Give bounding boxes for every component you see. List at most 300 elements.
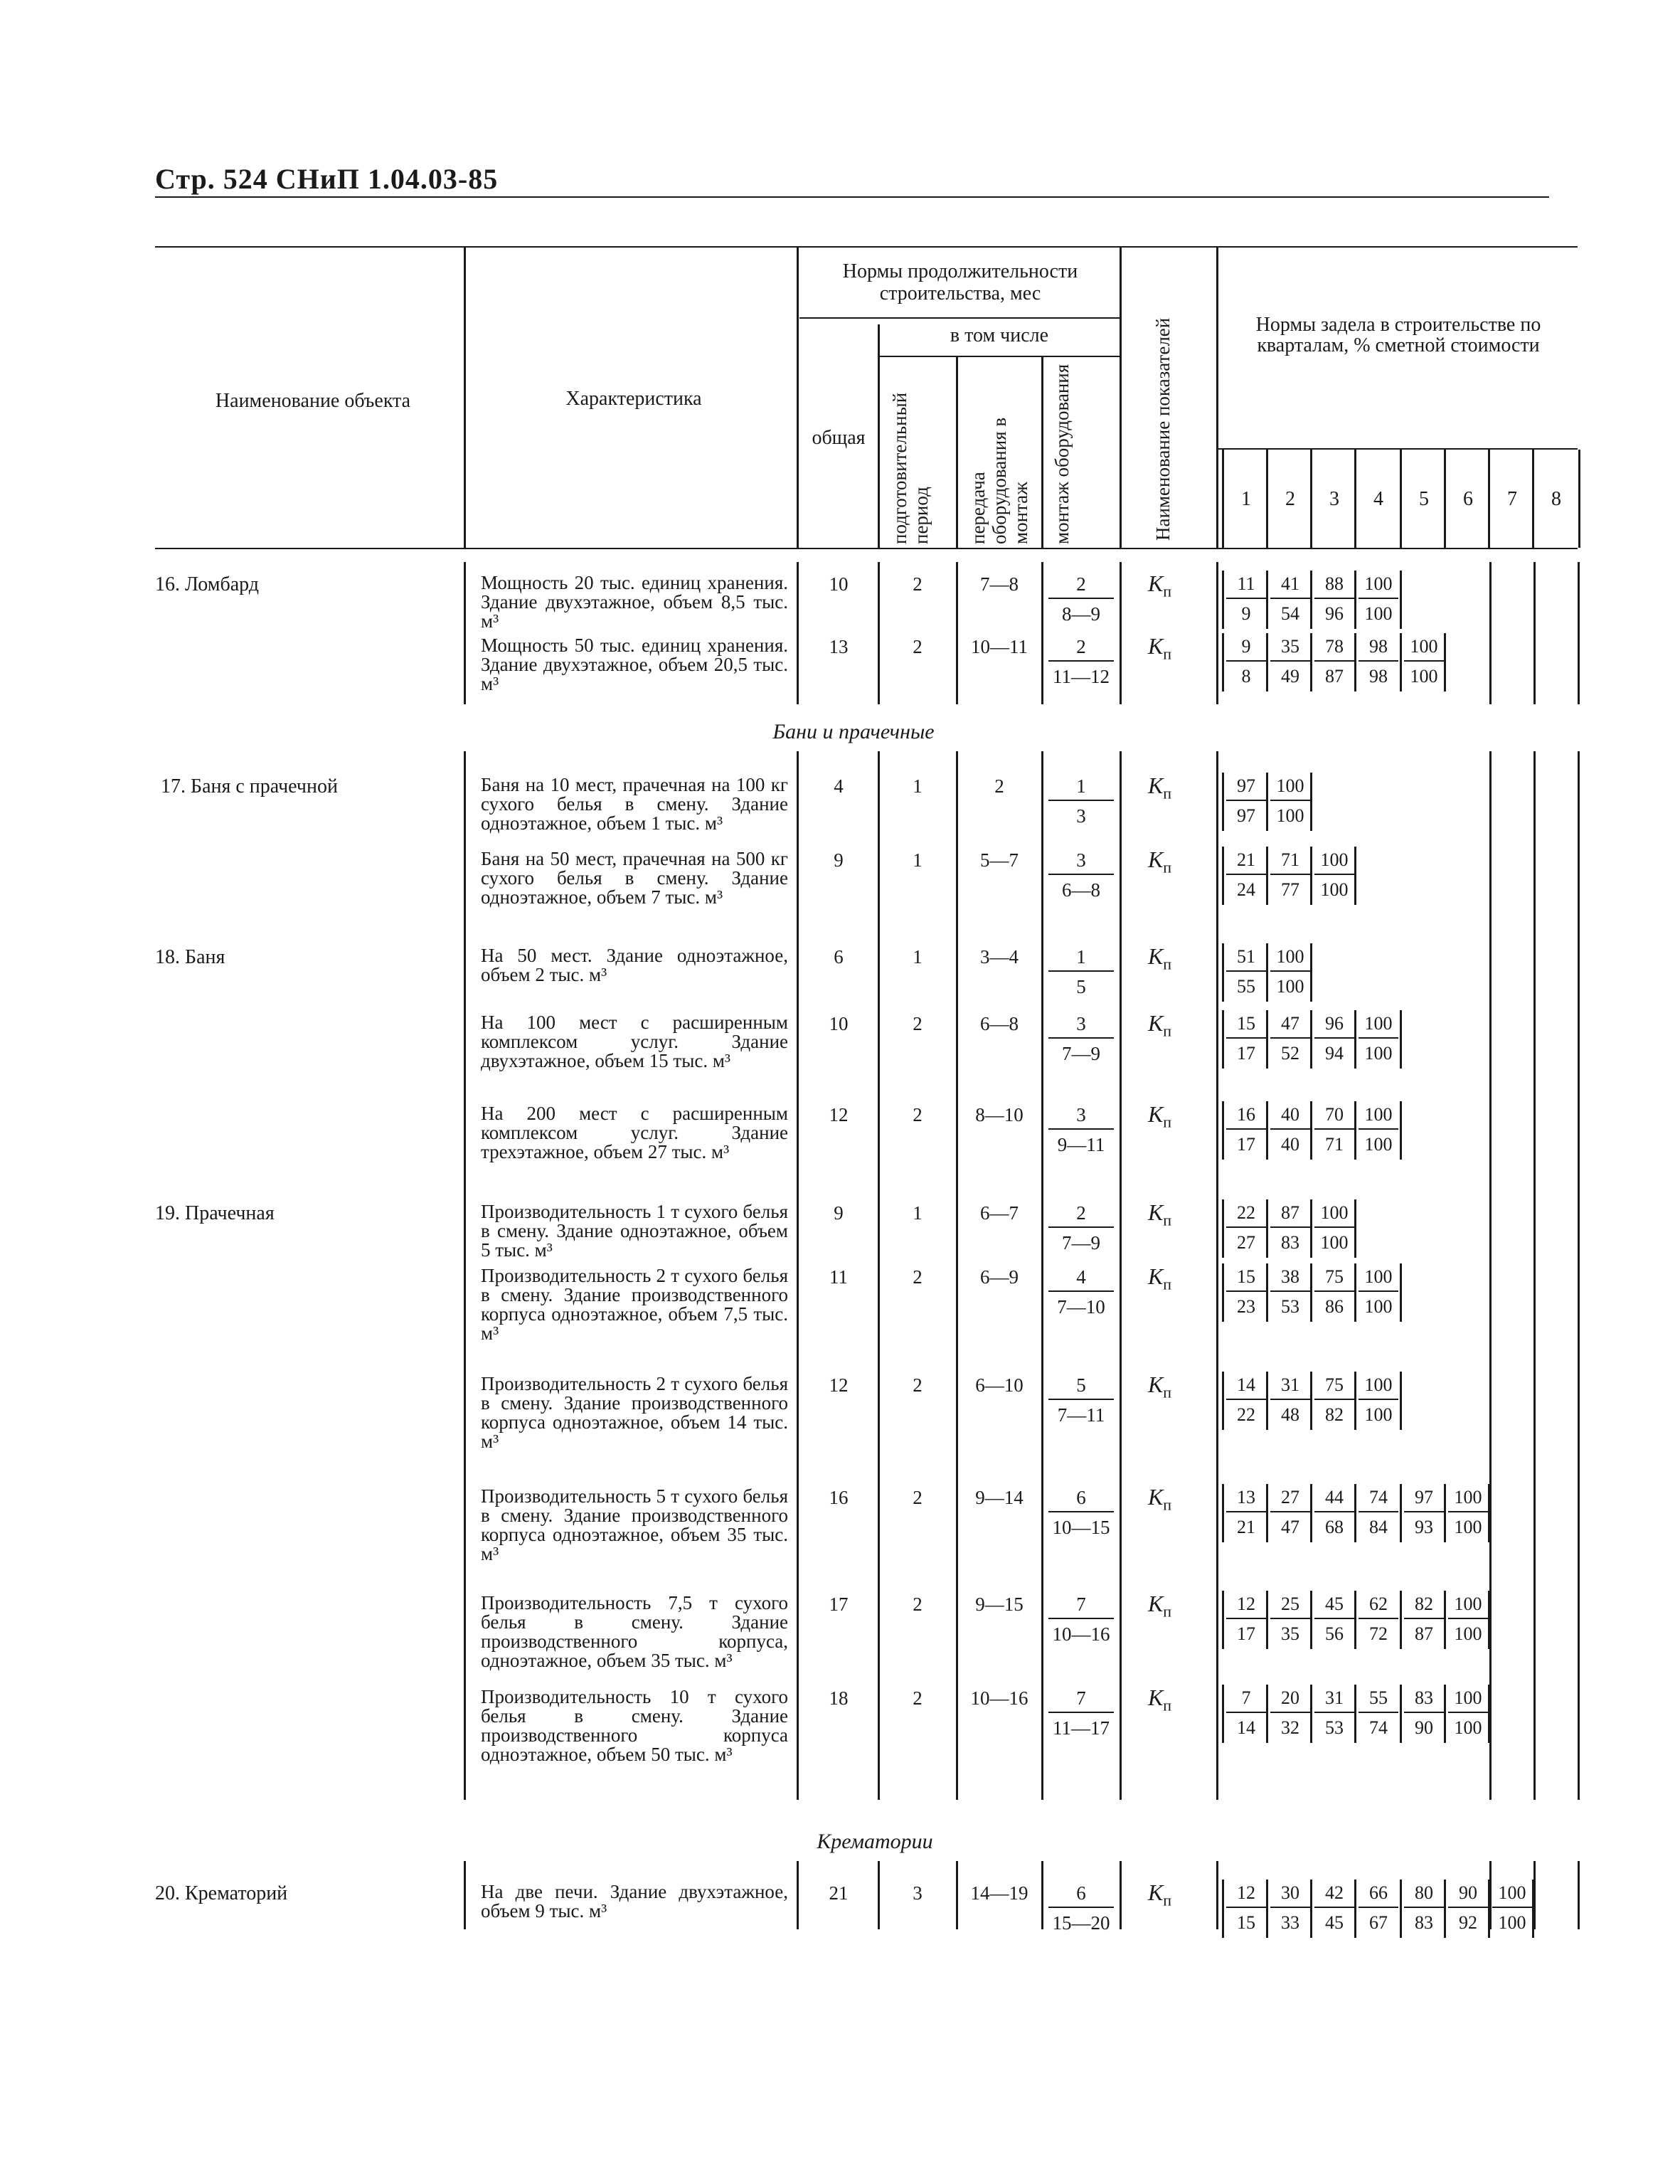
quarter-fraction-bar — [1314, 1511, 1354, 1512]
col-header-including: в том числе — [950, 324, 1049, 346]
quarter-fraction-bar — [1359, 1618, 1398, 1619]
row-install-top: 1 — [1076, 775, 1086, 797]
quarter-cell-divider — [1222, 1591, 1224, 1649]
quarter-fraction-bar — [1270, 660, 1310, 662]
including-subheader-rule — [878, 356, 1120, 357]
row-install-top: 5 — [1076, 1374, 1086, 1396]
row-prep-period: 1 — [913, 775, 923, 797]
quarter-value-top: 47 — [1281, 1013, 1299, 1034]
quarter-value-top: 100 — [1364, 1374, 1393, 1395]
quarter-fraction-bar — [1226, 1511, 1266, 1512]
row-equipment-transfer: 10—16 — [970, 1687, 1028, 1709]
quarter-header-divider — [1444, 450, 1446, 548]
quarter-fraction-bar — [1270, 800, 1310, 801]
quarter-value-top: 100 — [1364, 1013, 1393, 1034]
body-column-divider — [956, 751, 958, 1800]
col-header-name: Наименование объекта — [215, 390, 411, 412]
row-equipment-transfer: 7—8 — [980, 573, 1019, 595]
row-characteristic: Производительность 5 т сухого белья в смену. Здание производственного корпуса одноэтажное, объем 35 тыс. м³ — [481, 1485, 788, 1564]
row-indicator-kp — [1148, 633, 1171, 663]
row-equipment-transfer: 6—10 — [975, 1374, 1024, 1396]
row-install-bottom: 7—10 — [1057, 1296, 1105, 1318]
fraction-bar — [1048, 1618, 1114, 1619]
row-characteristic: На 200 мест с расширенным комплексом услуг. Здание трехэтажное, объем 27 тыс. м³ — [481, 1103, 788, 1162]
quarter-fraction-bar — [1314, 1712, 1354, 1713]
quarter-cell-divider — [1400, 633, 1402, 691]
body-column-divider — [878, 751, 880, 1800]
row-install-top: 6 — [1076, 1882, 1086, 1904]
quarter-fraction-bar — [1226, 1712, 1266, 1713]
quarter-fraction-bar — [1404, 1907, 1444, 1908]
quarter-fraction-bar — [1270, 1290, 1310, 1292]
quarter-header-divider — [1400, 450, 1402, 548]
quarter-header-divider — [1222, 450, 1224, 548]
kp-subscript: п — [1163, 1383, 1172, 1401]
quarter-cell-divider — [1310, 1372, 1312, 1430]
quarter-cell-divider — [1354, 1101, 1356, 1160]
quarter-value-top: 88 — [1325, 573, 1344, 594]
quarter-fraction-bar — [1404, 1511, 1444, 1512]
quarter-cell-divider — [1266, 1685, 1268, 1743]
quarter-value-top: 42 — [1325, 1882, 1344, 1903]
quarter-cell-divider — [1310, 1263, 1312, 1322]
quarter-fraction-bar — [1226, 970, 1266, 972]
quarter-value-bottom: 100 — [1364, 1043, 1393, 1064]
quarter-cell-divider — [1310, 847, 1312, 905]
quarter-cell-divider — [1354, 1010, 1356, 1069]
quarter-fraction-bar — [1314, 1907, 1354, 1908]
row-install-top: 1 — [1076, 946, 1086, 968]
row-total-duration: 12 — [829, 1374, 849, 1396]
row-prep-period: 1 — [913, 946, 923, 968]
kp-subscript: п — [1163, 1602, 1172, 1621]
col-header-indicator: Наименование показателей — [1152, 317, 1174, 541]
kp-symbol: К — [1148, 1372, 1164, 1397]
body-column-divider — [1120, 751, 1122, 1800]
quarter-value-top: 100 — [1364, 1266, 1393, 1287]
kp-subscript: п — [1163, 1696, 1172, 1714]
row-equipment-transfer: 14—19 — [970, 1882, 1028, 1904]
fraction-bar — [1048, 970, 1114, 972]
quarter-cell-divider — [1266, 847, 1268, 905]
body-column-divider — [797, 751, 799, 1800]
quarter-cell-divider — [1400, 571, 1402, 629]
quarter-fraction-bar — [1270, 874, 1310, 875]
row-characteristic: На 100 мест с расширенным комплексом услуг. Здание двухэтажное, объем 15 тыс. м³ — [481, 1012, 788, 1071]
quarter-value-bottom: 84 — [1369, 1517, 1388, 1537]
quarter-header-divider — [1488, 450, 1490, 548]
row-install-top: 3 — [1076, 1013, 1086, 1034]
quarter-cell-divider — [1266, 571, 1268, 629]
fraction-bar — [1048, 1712, 1114, 1713]
quarter-fraction-bar — [1270, 970, 1310, 972]
quarter-cell-divider — [1400, 1010, 1402, 1069]
body-column-divider — [797, 562, 799, 704]
quarter-fraction-bar — [1270, 1712, 1310, 1713]
body-column-divider — [878, 1861, 880, 1929]
quarter-cell-divider — [1400, 1484, 1402, 1542]
quarter-cell-divider — [1222, 1685, 1224, 1743]
table-top-rule — [155, 246, 1578, 248]
body-column-divider — [1578, 1861, 1580, 1929]
body-column-divider — [1578, 751, 1580, 1800]
row-install-top: 3 — [1076, 849, 1086, 871]
kp-subscript: п — [1163, 858, 1172, 876]
quarter-cell-divider — [1400, 1372, 1402, 1430]
quarter-header-1: 1 — [1241, 488, 1251, 510]
quarter-value-bottom: 40 — [1281, 1134, 1299, 1155]
quarter-value-bottom: 100 — [1364, 1296, 1393, 1317]
row-install-top: 7 — [1076, 1594, 1086, 1615]
row-total-duration: 9 — [834, 1202, 844, 1224]
quarter-fraction-bar — [1226, 1226, 1266, 1228]
body-column-divider — [1533, 751, 1536, 1800]
quarter-value-bottom: 100 — [1454, 1623, 1482, 1644]
quarter-cell-divider — [1222, 1372, 1224, 1430]
quarter-fraction-bar — [1226, 1618, 1266, 1619]
row-characteristic: Производительность 1 т сухого белья в смену. Здание одноэтажное, объем 5 тыс. м³ — [481, 1201, 788, 1261]
quarter-fraction-bar — [1448, 1618, 1488, 1619]
duration-subheader-rule — [799, 317, 1120, 319]
quarter-cell-divider — [1310, 773, 1312, 831]
row-install-bottom: 9—11 — [1057, 1134, 1105, 1155]
quarter-value-top: 100 — [1364, 1104, 1393, 1125]
quarter-value-bottom: 24 — [1237, 879, 1255, 900]
object-16-name: 16. Ломбард — [155, 573, 260, 595]
col-header-total: общая — [812, 427, 866, 449]
quarter-value-top: 100 — [1454, 1594, 1482, 1614]
quarter-value-bottom: 90 — [1415, 1717, 1433, 1738]
quarter-cell-divider — [1354, 1484, 1356, 1542]
body-column-divider — [878, 562, 880, 704]
quarter-value-bottom: 27 — [1237, 1232, 1255, 1253]
row-total-duration: 13 — [829, 636, 849, 657]
quarter-value-top: 21 — [1237, 849, 1255, 870]
kp-subscript: п — [1163, 582, 1172, 600]
quarter-fraction-bar — [1226, 1128, 1266, 1130]
row-total-duration: 10 — [829, 573, 849, 595]
row-prep-period: 1 — [913, 849, 923, 871]
quarter-value-bottom: 92 — [1459, 1912, 1477, 1933]
quarter-value-top: 87 — [1281, 1202, 1299, 1223]
quarter-value-top: 100 — [1320, 1202, 1349, 1223]
row-install-top: 2 — [1076, 636, 1086, 657]
quarter-fraction-bar — [1359, 598, 1398, 599]
quarter-value-bottom: 100 — [1320, 1232, 1349, 1253]
kp-subscript: п — [1163, 1022, 1172, 1040]
quarter-value-bottom: 83 — [1281, 1232, 1299, 1253]
quarter-fraction-bar — [1270, 1226, 1310, 1228]
body-column-divider — [1041, 1861, 1043, 1929]
row-indicator-kp — [1148, 1484, 1171, 1514]
quarter-fraction-bar — [1226, 874, 1266, 875]
quarter-value-bottom: 55 — [1237, 976, 1255, 997]
quarter-cell-divider — [1266, 1591, 1268, 1649]
body-column-divider — [464, 751, 466, 1800]
kp-subscript: п — [1163, 955, 1172, 973]
kp-subscript: п — [1163, 1891, 1172, 1909]
kp-subscript: п — [1163, 1211, 1172, 1229]
section-title-crematoria: Крематории — [817, 1830, 933, 1853]
page-header: Стр. 524 СНиП 1.04.03-85 — [155, 163, 499, 195]
col-header-backlog-norms: Нормы задела в строительстве по кварталам, % сметной стоимости — [1255, 314, 1541, 356]
header-column-divider — [1120, 246, 1122, 548]
kp-symbol: К — [1148, 943, 1164, 969]
row-prep-period: 3 — [913, 1882, 923, 1904]
quarter-value-bottom: 86 — [1325, 1296, 1344, 1317]
quarter-header-6: 6 — [1463, 488, 1473, 510]
kp-symbol: К — [1148, 1199, 1164, 1225]
quarter-value-top: 14 — [1237, 1374, 1255, 1395]
object-17-name: 17. Баня с прачечной — [161, 775, 338, 797]
body-column-divider — [1120, 562, 1122, 704]
quarter-cell-divider — [1310, 1685, 1312, 1743]
col-header-prep-period: подготовительный период — [889, 392, 932, 544]
quarter-value-bottom: 53 — [1281, 1296, 1299, 1317]
quarter-value-bottom: 100 — [1276, 805, 1304, 826]
quarter-cell-divider — [1222, 1880, 1224, 1938]
kp-symbol: К — [1148, 1101, 1164, 1127]
row-total-duration: 17 — [829, 1594, 849, 1615]
row-prep-period: 2 — [913, 573, 923, 595]
quarter-value-top: 40 — [1281, 1104, 1299, 1125]
quarter-value-bottom: 21 — [1237, 1517, 1255, 1537]
quarter-cell-divider — [1400, 1685, 1402, 1743]
table-header-bottom-rule — [155, 548, 1578, 549]
quarter-value-bottom: 67 — [1369, 1912, 1388, 1933]
row-install-bottom: 3 — [1076, 805, 1086, 827]
row-prep-period: 2 — [913, 636, 923, 657]
quarter-cell-divider — [1310, 1010, 1312, 1069]
quarter-fraction-bar — [1226, 598, 1266, 599]
row-indicator-kp — [1148, 847, 1171, 876]
quarter-value-bottom: 49 — [1281, 666, 1299, 687]
quarter-value-top: 71 — [1281, 849, 1299, 870]
quarter-value-top: 11 — [1237, 573, 1255, 594]
row-characteristic: Мощность 20 тыс. единиц хранения. Здание двухэтажное, объем 8,5 тыс. м³ — [481, 572, 788, 632]
body-column-divider — [464, 1861, 466, 1929]
quarter-cell-divider — [1266, 633, 1268, 691]
row-total-duration: 6 — [834, 946, 844, 968]
kp-symbol: К — [1148, 1591, 1164, 1616]
quarter-cell-divider — [1400, 1880, 1402, 1938]
col-header-duration-norms: Нормы продолжительности строительства, мес — [842, 260, 1078, 304]
quarter-fraction-bar — [1314, 1226, 1354, 1228]
kp-symbol: К — [1148, 1484, 1164, 1510]
quarter-value-top: 82 — [1415, 1594, 1433, 1614]
row-prep-period: 2 — [913, 1374, 923, 1396]
quarter-value-top: 41 — [1281, 573, 1299, 594]
quarter-header-7: 7 — [1507, 488, 1517, 510]
quarter-value-bottom: 93 — [1415, 1517, 1433, 1537]
quarter-value-bottom: 77 — [1281, 879, 1299, 900]
quarter-value-bottom: 17 — [1237, 1134, 1255, 1155]
quarter-value-top: 7 — [1241, 1687, 1251, 1708]
quarter-value-bottom: 33 — [1281, 1912, 1299, 1933]
quarter-fraction-bar — [1270, 1511, 1310, 1512]
quarter-cell-divider — [1400, 1591, 1402, 1649]
quarter-value-top: 55 — [1369, 1687, 1388, 1708]
quarter-fraction-bar — [1270, 1907, 1310, 1908]
quarter-fraction-bar — [1492, 1907, 1532, 1908]
row-equipment-transfer: 8—10 — [975, 1104, 1024, 1125]
row-install-bottom: 6—8 — [1062, 879, 1100, 901]
quarter-fraction-bar — [1270, 1618, 1310, 1619]
quarter-value-bottom: 47 — [1281, 1517, 1299, 1537]
quarter-cell-divider — [1400, 1101, 1402, 1160]
body-column-divider — [1216, 1861, 1218, 1929]
row-indicator-kp — [1148, 1880, 1171, 1909]
body-column-divider — [1489, 1861, 1492, 1929]
row-total-duration: 4 — [834, 775, 844, 797]
body-column-divider — [1578, 562, 1580, 704]
quarter-value-top: 51 — [1237, 946, 1255, 967]
quarter-value-top: 100 — [1364, 573, 1393, 594]
quarter-fraction-bar — [1226, 800, 1266, 801]
row-install-top: 2 — [1076, 573, 1086, 595]
header-column-divider — [1216, 246, 1218, 548]
kp-symbol: К — [1148, 1685, 1164, 1710]
quarter-value-bottom: 15 — [1237, 1912, 1255, 1933]
kp-symbol: К — [1148, 571, 1164, 596]
quarter-value-top: 27 — [1281, 1487, 1299, 1507]
row-indicator-kp — [1148, 1685, 1171, 1714]
quarter-fraction-bar — [1270, 598, 1310, 599]
row-indicator-kp — [1148, 1591, 1171, 1621]
row-indicator-kp — [1148, 571, 1171, 600]
quarter-value-top: 66 — [1369, 1882, 1388, 1903]
quarter-cell-divider — [1400, 1263, 1402, 1322]
quarter-fraction-bar — [1359, 660, 1398, 662]
quarter-fraction-bar — [1314, 660, 1354, 662]
quarter-value-bottom: 48 — [1281, 1404, 1299, 1425]
row-install-bottom: 5 — [1076, 976, 1086, 997]
quarter-value-top: 75 — [1325, 1374, 1344, 1395]
quarter-header-2: 2 — [1285, 488, 1295, 510]
row-characteristic: Производительность 10 т сухого белья в смену. Здание производственного корпуса одноэтажное, объем 50 тыс. м³ — [481, 1686, 788, 1765]
kp-symbol: К — [1148, 633, 1164, 659]
quarter-fraction-bar — [1404, 660, 1444, 662]
quarter-value-bottom: 100 — [1498, 1912, 1526, 1933]
fraction-bar — [1048, 1128, 1114, 1130]
quarter-value-top: 100 — [1320, 849, 1349, 870]
quarter-value-bottom: 98 — [1369, 666, 1388, 687]
quarter-value-top: 9 — [1241, 636, 1251, 657]
row-characteristic: Производительность 2 т сухого белья в смену. Здание производственного корпуса одноэтажное, объем 14 тыс. м³ — [481, 1373, 788, 1452]
row-equipment-transfer: 5—7 — [980, 849, 1019, 871]
row-total-duration: 18 — [829, 1687, 849, 1709]
quarter-value-bottom: 45 — [1325, 1912, 1344, 1933]
quarter-cell-divider — [1354, 1372, 1356, 1430]
quarter-value-top: 96 — [1325, 1013, 1344, 1034]
row-prep-period: 1 — [913, 1202, 923, 1224]
quarter-value-bottom: 22 — [1237, 1404, 1255, 1425]
quarter-value-bottom: 100 — [1320, 879, 1349, 900]
row-characteristic: На две печи. Здание двухэтажное, объем 9 тыс. м³ — [481, 1881, 788, 1921]
quarter-cell-divider — [1310, 1101, 1312, 1160]
row-prep-period: 2 — [913, 1266, 923, 1288]
fraction-bar — [1048, 1226, 1114, 1228]
quarter-value-top: 78 — [1325, 636, 1344, 657]
row-total-duration: 10 — [829, 1013, 849, 1034]
row-indicator-kp — [1148, 1010, 1171, 1040]
quarter-value-bottom: 87 — [1325, 666, 1344, 687]
quarter-value-top: 97 — [1237, 775, 1255, 796]
quarter-fraction-bar — [1314, 874, 1354, 875]
quarter-fraction-bar — [1404, 1712, 1444, 1713]
quarter-cell-divider — [1444, 1685, 1446, 1743]
quarter-cell-divider — [1444, 1880, 1446, 1938]
quarter-value-bottom: 100 — [1454, 1717, 1482, 1738]
quarter-fraction-bar — [1226, 1399, 1266, 1400]
quarters-subheader-rule — [1216, 448, 1578, 450]
quarter-value-bottom: 52 — [1281, 1043, 1299, 1064]
quarter-cell-divider — [1222, 1199, 1224, 1258]
quarter-value-bottom: 100 — [1364, 603, 1393, 624]
quarter-value-bottom: 100 — [1364, 1134, 1393, 1155]
quarter-cell-divider — [1310, 943, 1312, 1002]
fraction-bar — [1048, 1037, 1114, 1039]
quarter-fraction-bar — [1359, 1037, 1398, 1039]
quarter-fraction-bar — [1359, 1290, 1398, 1292]
body-column-divider — [464, 562, 466, 704]
quarter-value-top: 12 — [1237, 1594, 1255, 1614]
quarter-value-top: 12 — [1237, 1882, 1255, 1903]
row-indicator-kp — [1148, 1263, 1171, 1293]
quarter-cell-divider — [1354, 571, 1356, 629]
kp-subscript: п — [1163, 1495, 1172, 1514]
object-18-name: 18. Баня — [155, 946, 225, 968]
quarter-cell-divider — [1266, 943, 1268, 1002]
quarter-fraction-bar — [1314, 1290, 1354, 1292]
quarter-fraction-bar — [1226, 1037, 1266, 1039]
quarter-value-top: 70 — [1325, 1104, 1344, 1125]
row-characteristic: Баня на 50 мест, прачечная на 500 кг сухого белья в смену. Здание одноэтажное, объем 7 тыс. м³ — [481, 848, 788, 908]
quarter-cell-divider — [1310, 1484, 1312, 1542]
kp-subscript: п — [1163, 1113, 1172, 1131]
row-indicator-kp — [1148, 943, 1171, 973]
body-column-divider — [1216, 562, 1218, 704]
quarter-value-bottom: 87 — [1415, 1623, 1433, 1644]
quarter-value-bottom: 83 — [1415, 1912, 1433, 1933]
row-equipment-transfer: 9—15 — [975, 1594, 1024, 1615]
quarter-cell-divider — [1222, 1263, 1224, 1322]
row-prep-period: 2 — [913, 1104, 923, 1125]
quarter-fraction-bar — [1314, 1037, 1354, 1039]
quarter-fraction-bar — [1226, 1290, 1266, 1292]
quarter-value-top: 100 — [1454, 1487, 1482, 1507]
row-characteristic: Баня на 10 мест, прачечная на 100 кг сухого белья в смену. Здание одноэтажное, объем 1 тыс. м³ — [481, 774, 788, 834]
row-install-top: 7 — [1076, 1687, 1086, 1709]
quarter-cell-divider — [1310, 571, 1312, 629]
header-column-divider — [878, 324, 880, 548]
body-column-divider — [797, 1861, 799, 1929]
header-column-divider — [797, 246, 799, 548]
row-prep-period: 2 — [913, 1594, 923, 1615]
quarter-fraction-bar — [1359, 1712, 1398, 1713]
quarter-fraction-bar — [1359, 1399, 1398, 1400]
quarter-value-bottom: 97 — [1237, 805, 1255, 826]
row-install-top: 2 — [1076, 1202, 1086, 1224]
quarter-value-bottom: 23 — [1237, 1296, 1255, 1317]
quarter-cell-divider — [1222, 1101, 1224, 1160]
quarter-value-bottom: 96 — [1325, 603, 1344, 624]
quarter-value-bottom: 100 — [1364, 1404, 1393, 1425]
quarter-value-bottom: 94 — [1325, 1043, 1344, 1064]
quarter-value-bottom: 35 — [1281, 1623, 1299, 1644]
quarter-value-bottom: 74 — [1369, 1717, 1388, 1738]
fraction-bar — [1048, 800, 1114, 801]
